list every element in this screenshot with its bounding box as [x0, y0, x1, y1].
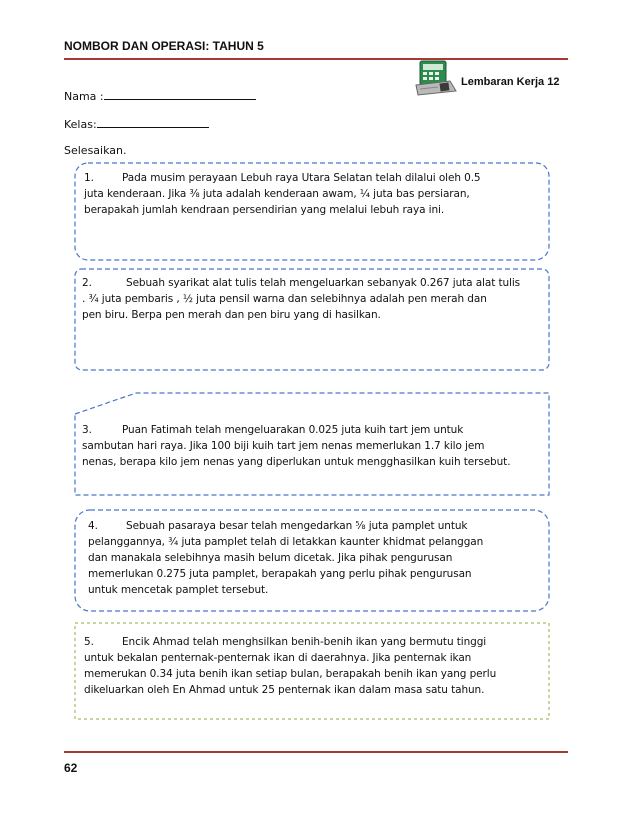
question-line: Pada musim perayaan Lebuh raya Utara Selatan telah dilalui oleh 0.5: [122, 172, 481, 184]
question-box-4: [74, 509, 550, 612]
question-line: memerukan 0.34 juta benih ikan setiap bulan, berapakah benih ikan yang perlu: [84, 668, 497, 680]
question-box-5: [74, 622, 550, 720]
question-number-2: 2.: [82, 277, 92, 289]
footer-rule: [64, 751, 568, 753]
name-field[interactable]: [64, 88, 256, 103]
question-number-3: 3.: [82, 424, 92, 436]
question-number-4: 4.: [88, 520, 98, 532]
question-line: Puan Fatimah telah mengeluarakan 0.025 juta kuih tart jem untuk: [122, 424, 464, 436]
header-rule: [64, 58, 568, 60]
question-line: sambutan hari raya. Jika 100 biji kuih tart jem nenas memerlukan 1.7 kilo jem: [82, 440, 485, 452]
question-line: Sebuah pasaraya besar telah mengedarkan ⅝ juta pamplet untuk: [126, 520, 468, 532]
question-box-1: [74, 162, 550, 261]
question-text-3: [82, 422, 510, 470]
class-field[interactable]: [64, 116, 209, 131]
question-number-1: 1.: [84, 172, 94, 184]
question-number-5: 5.: [84, 636, 94, 648]
question-line: nenas, berapa kilo jem nenas yang diperlukan untuk mengghasilkan kuih tersebut.: [82, 456, 511, 468]
instruction: Selesaikan.: [64, 144, 127, 157]
class-label: Kelas:: [64, 118, 97, 131]
question-text-1: [84, 170, 481, 218]
question-line: dikeluarkan oleh En Ahmad untuk 25 penternak ikan dalam masa satu tahun.: [84, 684, 485, 696]
question-line: memerlukan 0.275 juta pamplet, berapakah yang perlu pihak pengurusan: [88, 568, 472, 580]
question-line: dan manakala selebihnya masih belum dicetak. Jika pihak pengurusan: [88, 552, 453, 564]
calculator-icon: [410, 59, 458, 97]
class-blank[interactable]: [97, 116, 209, 128]
header-title: NOMBOR DAN OPERASI: TAHUN 5: [64, 39, 264, 53]
question-line: Sebuah syarikat alat tulis telah mengeluarkan sebanyak 0.267 juta alat tulis: [126, 277, 521, 289]
question-text-5: [84, 634, 496, 698]
question-text-2: [82, 275, 520, 323]
question-line: untuk bekalan penternak-penternak ikan di daerahnya. Jika penternak ikan: [84, 652, 472, 664]
question-box-3: [74, 392, 550, 496]
question-line: juta kenderaan. Jika ⅜ juta adalah kenderaan awam, ¼ juta bas persiaran,: [84, 188, 470, 200]
question-line: Encik Ahmad telah menghsilkan benih-benih ikan yang bermutu tinggi: [122, 636, 487, 648]
question-line: . ¾ juta pembaris , ½ juta pensil warna dan selebihnya adalah pen merah dan: [82, 293, 487, 305]
name-label: Nama :: [64, 90, 104, 103]
worksheet-label: Lembaran Kerja 12: [461, 76, 560, 88]
question-line: pen biru. Berpa pen merah dan pen biru yang di hasilkan.: [82, 309, 381, 321]
question-box-2: [74, 268, 550, 371]
question-line: berapakah jumlah kendraan persendirian yang melalui lebuh raya ini.: [84, 204, 445, 216]
page-number: 62: [64, 761, 78, 775]
question-line: pelanggannya, ¾ juta pamplet telah di letakkan kaunter khidmat pelanggan: [88, 536, 484, 548]
name-blank[interactable]: [104, 88, 256, 100]
question-text-4: [88, 518, 483, 598]
question-line: untuk mencetak pamplet tersebut.: [88, 584, 269, 596]
